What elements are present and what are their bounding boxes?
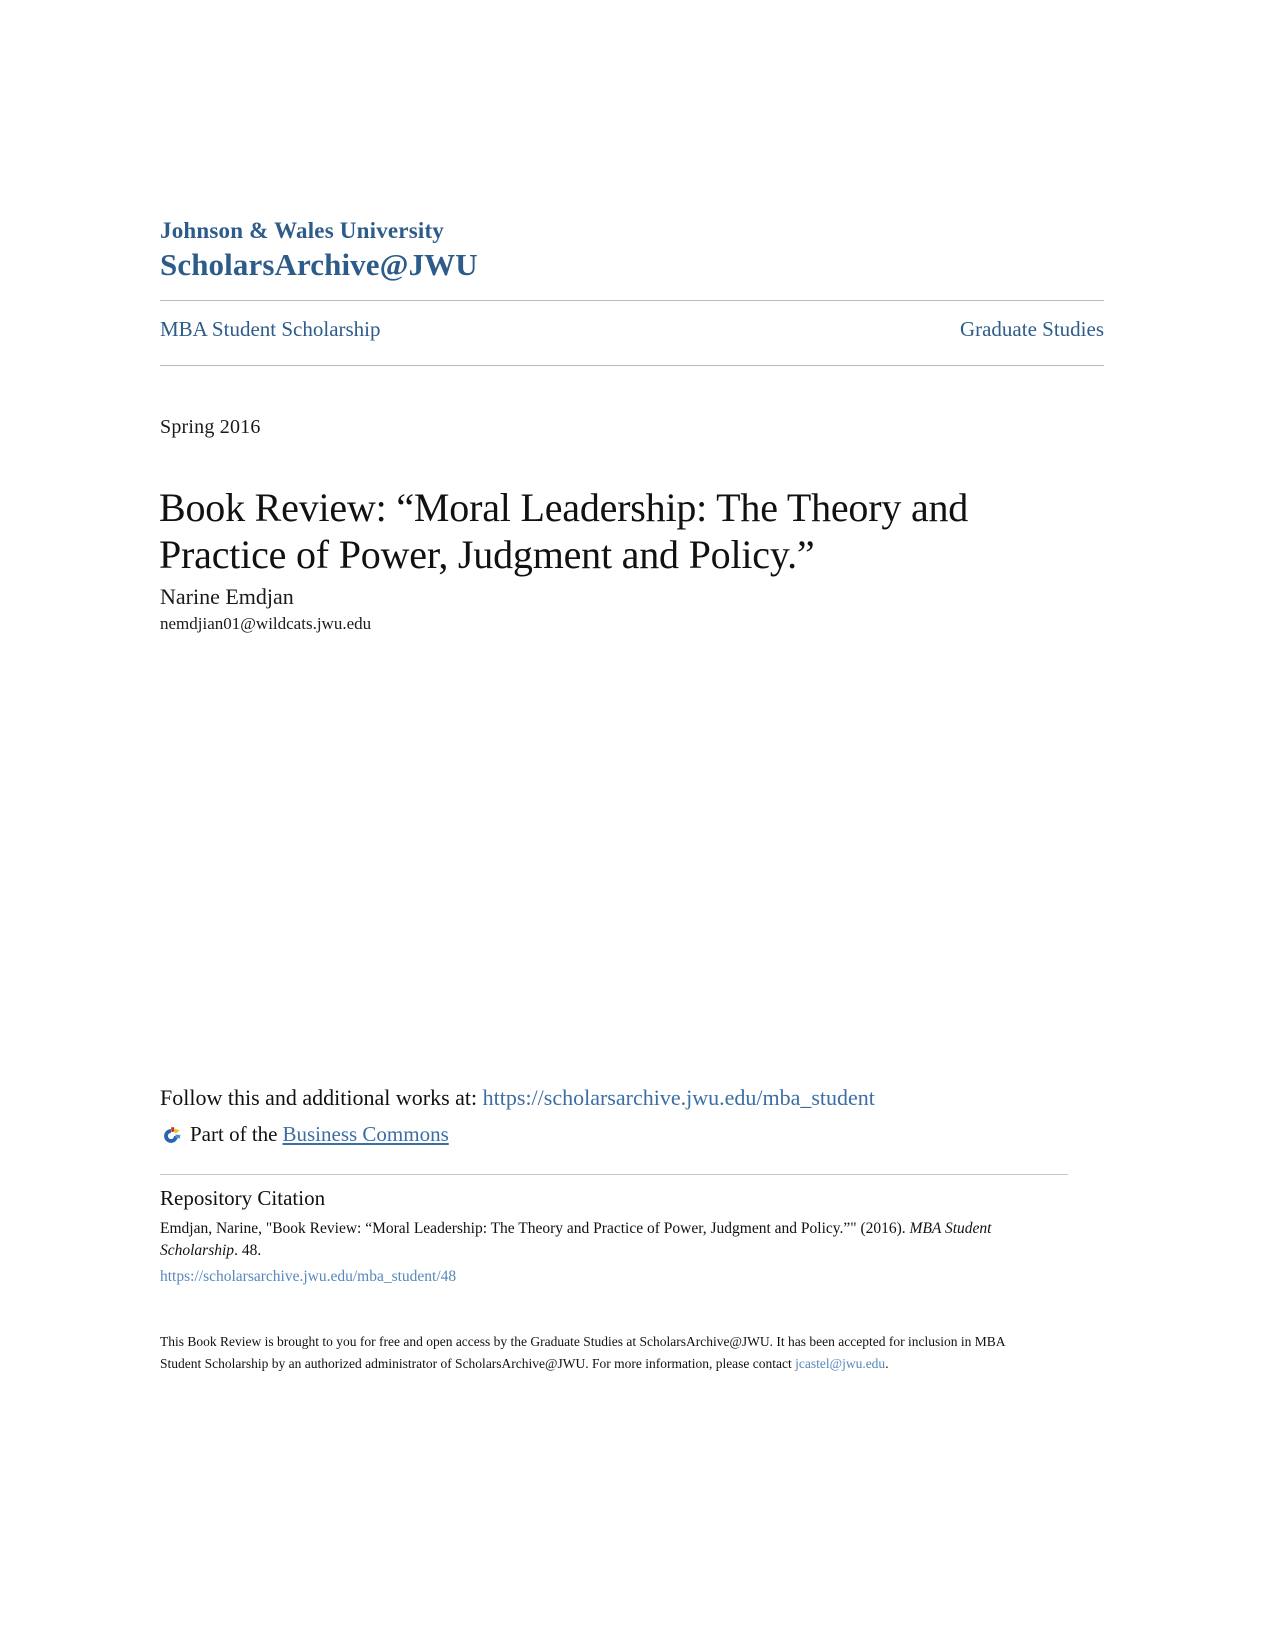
- repository-name: ScholarsArchive@JWU: [160, 247, 478, 283]
- nav-collection-label[interactable]: MBA Student Scholarship: [160, 317, 381, 341]
- author-email[interactable]: nemdjian01@wildcats.jwu.edu: [160, 614, 372, 633]
- nav-department-label[interactable]: Graduate Studies: [959, 317, 1104, 341]
- follow-prefix-text: Follow this and additional works at:: [160, 1085, 478, 1110]
- institution-name: Johnson & Wales University: [160, 218, 445, 243]
- follow-works-line: [160, 1085, 875, 1111]
- part-of-prefix-text: Part of the: [190, 1122, 278, 1146]
- part-of-line: [160, 1122, 449, 1147]
- author-name: Narine Emdjan: [160, 584, 294, 609]
- header-divider-top: [160, 300, 1104, 301]
- citation-tail-text: . 48.: [234, 1242, 262, 1259]
- access-statement: [160, 1331, 1040, 1375]
- citation-permalink[interactable]: https://scholarsarchive.jwu.edu/mba_student/48: [160, 1268, 457, 1285]
- header-divider-bottom: [160, 365, 1104, 366]
- page-title: Book Review: “Moral Leadership: The Theory and Practice of Power, Judgment and Policy.”: [159, 484, 969, 577]
- repository-citation-body: [160, 1218, 1050, 1288]
- repository-branding: [160, 218, 860, 284]
- repository-citation-heading: Repository Citation: [160, 1186, 326, 1210]
- citation-source-title: MBA Student Scholarship: [160, 1220, 992, 1259]
- digital-commons-icon: [160, 1125, 182, 1147]
- access-statement-text: This Book Review is brought to you for free and open access by the Graduate Studies at ScholarsArchive@JWU. It has been accepted for inclusion in MBA Student Scholarship by an authorized administrator of ScholarsArchive@JWU. For more information, please contact: [160, 1334, 1005, 1371]
- contact-email-link[interactable]: jcastel@jwu.edu: [795, 1355, 886, 1371]
- citation-main-text: Emdjan, Narine, "Book Review: “Moral Leadership: The Theory and Practice of Power, Judgment and Policy.”" (2016).: [160, 1220, 910, 1237]
- citation-divider: [160, 1174, 1068, 1175]
- collection-url-link[interactable]: https://scholarsarchive.jwu.edu/mba_student: [482, 1085, 875, 1110]
- publication-date: Spring 2016: [160, 416, 261, 438]
- access-statement-period: .: [885, 1355, 889, 1371]
- collection-nav-row: [160, 317, 1104, 342]
- business-commons-link[interactable]: Business Commons: [282, 1122, 449, 1146]
